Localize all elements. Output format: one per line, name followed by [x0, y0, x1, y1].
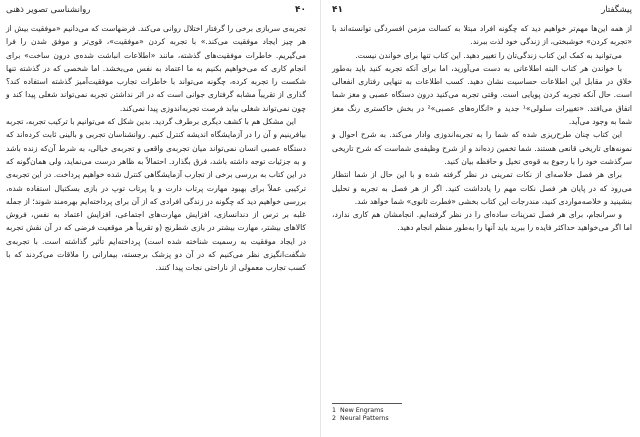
left-page-body — [6, 22, 306, 275]
footnote — [332, 415, 632, 423]
paragraph: این مشکل هم با کشف دیگری برطرف گردید. بدین شکل که می‌توانیم با ترکیب تجربه، تجربه بیافرینیم و آن را در آزمایشگاه اندیشه کنترل کنیم. روانشناسان تجربی و بالینی ثابت کرده‌اند که دستگاه عصبی انسان نمی‌تواند میان تجربه‌ی واقعی و تجربه‌ی خیالی، به شرط آن‌که زنده باشد و به جزئیات توجه داشته باشد، فرق بگذارد. احتمالاً به ظاهر درست می‌نماید، ولی همان‌گونه که در این کتاب به بررسی برخی از تجارب آزمایشگاهی کنترل شده خواهیم پرداخت. در این تجربه‌ی ترکیبی عملاً برای بهبود مهارت پرتاب دارت و یا پرتاب توپ در بازی بسکتبال استفاده شده، بررسی خواهیم دید که چگونه در زندگی افرادی که از آن برای پرداخته‌ایم بهره‌مند شوند؛ از جمله غلبه بر ترس از دندانسازی، افزایش مهارت‌های اجتماعی، افزایش اعتماد به نفس، فروش کالاهای بیشتر، مهارت بیشتر در بازی شطرنج (و تقریباً هر موقعیت فرضی که در آن نقش تجربه در ایجاد موفقیت به رسمیت شناخته شده است) پرداخته‌ایم تأثیر گذاشته است. با تجربه‌ی شگفت‌انگیزی نظر می‌کنیم که در آن دو پزشک برجسته، بیمارانی را ملاقات می‌کردند که با کسب تجارب معمولی از ناراحتی نجات پیدا کنند. — [6, 117, 306, 273]
page-gutter — [320, 0, 321, 437]
right-page — [320, 0, 640, 437]
right-page-body — [332, 22, 632, 235]
running-title: پیشگفتار — [601, 5, 632, 15]
paragraph: این کتاب چنان طرح‌ریزی شده که شما را به تجربه‌اندوزی وادار می‌کند. به شرح احوال و نمونه‌های تاریخی قانعی هستند. شما تخمین زده‌اند و از شرح وظیفه‌ی شماست که شرح تاریخی سرگذشت خود را با رجوع به قوه‌ی تخیل و حافظه بیان کنید. — [332, 130, 632, 166]
right-page-header — [332, 4, 632, 16]
paragraph: با خواندن هر کتاب البته اطلاعاتی به دست می‌آورید، اما برای آنکه تجربه کنید باید به‌طور خلاق در مقابل این اطلاعات حساسیت نشان دهید. کسب اطلاعات به تنهایی رفتاری انفعالی است. حال آنکه تجربه کردن پویایی است. وقتی تجربه می‌کنید درون دستگاه عصبی و مغز شما اتفاق می‌افتد. «تغییرات سلولی»¹ جدید و «انگاره‌های عصبی»² در بخش خاکستری رنگ مغز شما به وجود می‌آید. — [332, 63, 632, 127]
footnote-number: 1 — [332, 407, 337, 414]
paragraph: می‌توانید به کمک این کتاب زندگی‌تان را تغییر دهید. این کتاب تنها برای خواندن نیست. — [355, 50, 622, 60]
footnote-divider — [332, 403, 402, 404]
paragraph: تجربه‌ی سربازی برخی را گرفتار اختلال روانی می‌کند. فرضهاست که می‌دانیم «موفقیت بیش از هر چیز ایجاد موفقیت می‌کند.» با تجربه کردن «موفقیت»، قوی‌تر و موفق شدن را فرا می‌گیریم. خاطرات موفقیت‌های گذشته، مانند «اطلاعات انباشت شده‌ی درون ساخت» برای انجام کاری که می‌خواهیم بکنیم به ما اعتماد به نفس می‌بخشد. اما شخصی که در گذشته تنها شکست را تجربه کرده، چگونه می‌تواند با خاطرات تجارب موفقیت‌آمیز گذشته استفاده کند؟ گذاری از تقریباً مشابه گرفتاری جوانی است که در اثر نداشتن تجربه نمی‌تواند شغلی پیدا کند و چون نمی‌تواند شغلی بیابد فرصت تجربه‌اندوزی پیدا نمی‌کند. — [6, 24, 306, 113]
left-page-header — [6, 4, 306, 16]
running-title: روانشناسی تصویر ذهنی — [6, 5, 91, 15]
footnotes — [332, 403, 632, 423]
footnote-text: Neural Patterns — [340, 415, 389, 422]
footnote-number: 2 — [332, 415, 337, 422]
paragraph: از همه این‌ها مهم‌تر خواهیم دید که چگونه افراد مبتلا به کسالت مزمن افسردگی توانسته‌اند با «تجربه کردن» خوشبختی، از زندگی خود لذت ببرند. — [332, 24, 632, 47]
footnote — [332, 407, 632, 415]
footnote-text: New Engrams — [340, 407, 384, 414]
paragraph: برای هر فصل خلاصه‌ای از نکات تمرینی در نظر گرفته شده و با این حال از شما انتظار می‌رود که در پایان هر فصل نکات مهم را یادداشت کنید. اگر از هر فصل به تجربه و تحلیل بنشینید و خلاصه‌مواردی کنید، مندرجات این کتاب بخشی «فطرت ثانوی» شما خواهد شد. — [332, 170, 632, 206]
page-number: ۴۰ — [295, 5, 306, 15]
paragraph: و سرانجام، برای هر فصل تمرینات ساده‌ای را در نظر گرفته‌ایم. انجامشان هم کاری ندارد، اما اگر می‌خواهید حداکثر فایده را ببرید باید آنها را به‌طور منظم انجام دهید. — [332, 210, 632, 233]
page-number: ۴۱ — [332, 5, 343, 15]
